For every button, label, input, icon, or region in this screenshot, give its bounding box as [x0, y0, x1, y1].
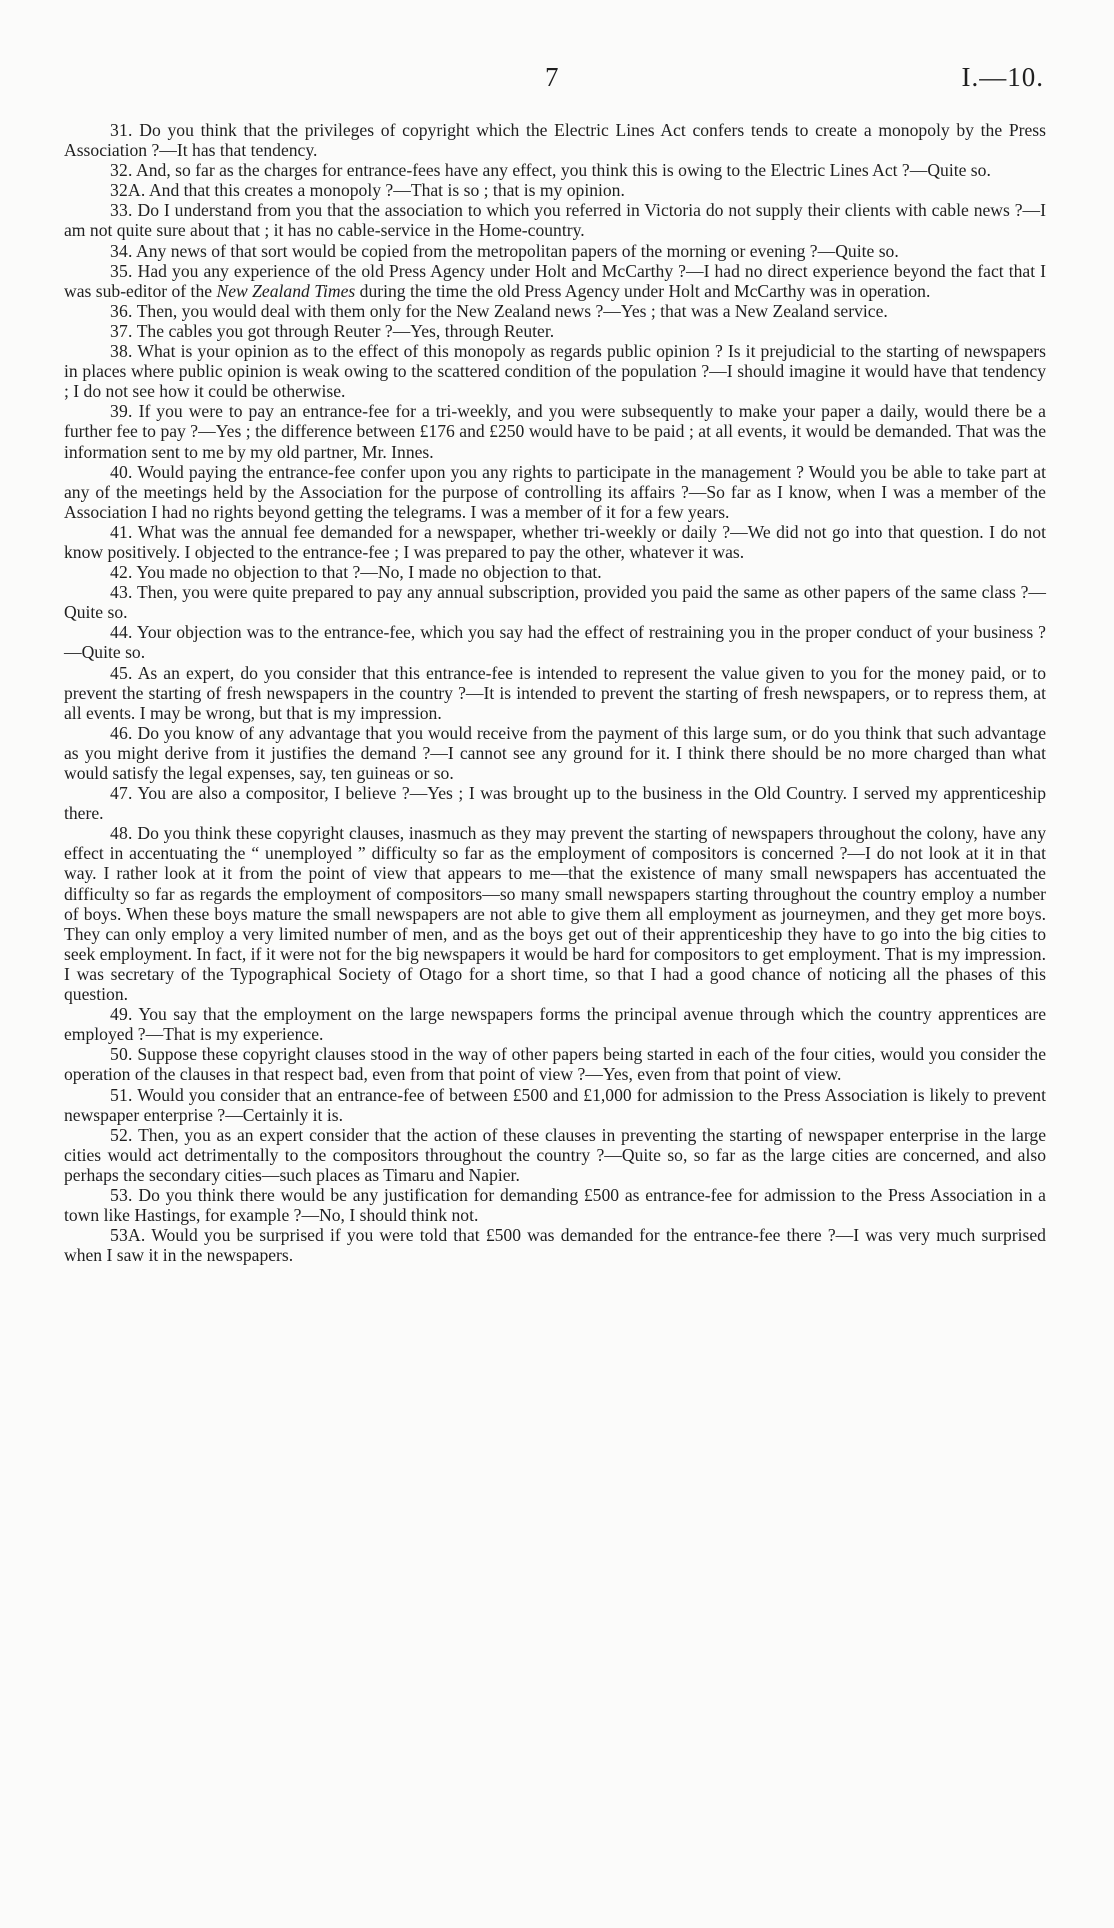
testimony-body [64, 120, 1046, 1265]
question-text: Would paying the entrance-fee confer upon you any rights to participate in the management ? Would you be able to take part at any of the meetings held by the Association for the purpose of controlling its affairs ?—So far as I know, when I was a member of the Association I had no rights beyond getting the telegrams. I was a member of it for a few years. [64, 461, 1046, 522]
question-paragraph [64, 1044, 1046, 1084]
page-header [0, 62, 1114, 102]
question-number: 51. [110, 1084, 133, 1105]
question-number: 35. [110, 260, 133, 281]
question-text: What was the annual fee demanded for a newspaper, whether tri-weekly or daily ?—We did not go into that question. I do not know positively. I objected to the entrance-fee ; I was prepared to pay the other, whatever it was. [64, 521, 1046, 562]
question-paragraph [64, 562, 1046, 582]
question-number: 32A. [110, 180, 146, 201]
page-number: 7 [545, 62, 560, 92]
question-text: And, so far as the charges for entrance-fees have any effect, you think this is owing to the Electric Lines Act ?—Quite so. [136, 160, 991, 181]
question-number: 40. [110, 461, 133, 482]
question-number: 49. [110, 1004, 133, 1025]
question-paragraph [64, 401, 1046, 461]
question-paragraph [64, 462, 1046, 522]
question-paragraph [64, 200, 1046, 240]
question-paragraph [64, 522, 1046, 562]
question-text: Then, you were quite prepared to pay any annual subscription, provided you paid the same as other papers of the same class ?—Quite so. [64, 582, 1046, 623]
question-number: 50. [110, 1044, 133, 1065]
question-text: You made no objection to that ?—No, I made no objection to that. [136, 562, 602, 583]
question-number: 46. [110, 722, 133, 743]
question-text: Then, you would deal with them only for the New Zealand news ?—Yes ; that was a New Zealand service. [136, 300, 888, 321]
question-number: 47. [110, 783, 133, 804]
question-number: 34. [110, 240, 133, 261]
question-paragraph [64, 241, 1046, 261]
question-paragraph [64, 1185, 1046, 1225]
question-paragraph [64, 1125, 1046, 1185]
question-number: 53A. [110, 1225, 146, 1246]
question-text: Your objection was to the entrance-fee, which you say had the effect of restraining you in the proper conduct of your business ?—Quite so. [64, 622, 1046, 663]
question-number: 42. [110, 562, 133, 583]
question-paragraph [64, 341, 1046, 401]
document-reference: I.—10. [961, 62, 1044, 92]
question-text: If you were to pay an entrance-fee for a tri-weekly, and you were subsequently to make your paper a daily, would there be a further fee to pay ?—Yes ; the difference between £176 and £250 would have to be paid ; at all events, it would be demanded. That was the information sent to me by my old partner, Mr. Innes. [64, 401, 1046, 462]
question-paragraph [64, 582, 1046, 622]
question-number: 48. [110, 823, 133, 844]
question-paragraph [64, 120, 1046, 160]
question-number: 39. [110, 401, 133, 422]
question-paragraph [64, 1085, 1046, 1125]
question-text: And that this creates a monopoly ?—That is so ; that is my opinion. [148, 180, 625, 201]
question-text: The cables you got through Reuter ?—Yes, through Reuter. [136, 320, 555, 341]
question-paragraph [64, 160, 1046, 180]
question-text: Do you know of any advantage that you would receive from the payment of this large sum, or do you think that such advantage as you might derive from it justifies the demand ?—I cannot see any ground for it. I think there should be no more charged than what would satisfy the legal expenses, say, ten guineas or so. [64, 722, 1047, 783]
question-text: Do you think there would be any justification for demanding £500 as entrance-fee for admission to the Press Association in a town like Hastings, for example ?—No, I should think not. [64, 1184, 1046, 1226]
question-text: Would you consider that an entrance-fee of between £500 and £1,000 for admission to the Press Association is likely to prevent newspaper enterprise ?—Certainly it is. [64, 1084, 1046, 1125]
question-text: You say that the employment on the large newspapers forms the principal avenue through which the country apprentices are employed ?—That is my experience. [64, 1004, 1047, 1045]
question-paragraph [64, 823, 1046, 1004]
question-text: Do you think that the privileges of copyright which the Electric Lines Act confers tends to create a monopoly by the Press Association ?—It has that tendency. [64, 120, 1046, 161]
question-paragraph [64, 622, 1046, 662]
question-text: Do I understand from you that the association to which you referred in Victoria do not supply their clients with cable news ?—I am not quite sure about that ; it has no cable-service in the Home-country. [64, 200, 1047, 241]
question-number: 36. [110, 300, 133, 321]
question-number: 41. [110, 521, 133, 542]
question-text: Had you any experience of the old Press Agency under Holt and McCarthy ?—I had no direct experience beyond the fact that I was sub-editor of the [64, 260, 1046, 301]
question-number: 31. [110, 120, 133, 140]
question-paragraph [64, 1004, 1046, 1044]
question-paragraph [64, 783, 1046, 823]
question-number: 33. [110, 200, 133, 221]
question-number: 52. [110, 1124, 133, 1145]
newspaper-title: New Zealand Times [216, 280, 356, 301]
question-paragraph [64, 663, 1046, 723]
question-paragraph [64, 180, 1046, 200]
question-number: 44. [110, 622, 133, 643]
question-number: 45. [110, 662, 133, 683]
question-number: 38. [110, 341, 133, 362]
question-text: As an expert, do you consider that this entrance-fee is intended to represent the value given to you for the money paid, or to prevent the starting of fresh newspapers in the country ?—It is intended to prevent the starting of fresh newspapers, or to repress them, at all events. I may be wrong, but that is my impression. [64, 662, 1046, 723]
question-text: You are also a compositor, I believe ?—Yes ; I was brought up to the business in the Old Country. I served my apprenticeship there. [64, 783, 1046, 824]
question-text: Do you think these copyright clauses, inasmuch as they may prevent the starting of newspapers throughout the colony, have any effect in accentuating the “ unemployed ” difficulty so far as the employment of compositors is concerned ?—I do not look at it in that way. I rather look at it from the point of view that appears to me—that the existence of many small newspapers has accentuated the difficulty so far as regards the employment of compositors—so many small newspapers starting throughout the country employ a number of boys. When these boys mature the small newspapers are not able to give them all employment as journeymen, and they get more boys. They can only employ a very limited number of men, and as the boys get out of their apprenticeship they have to go into the big cities to seek employment. In fact, if it were not for the big newspapers it would be hard for compositors to get employment. That is my impression. I was secretary of the Typographical Society of Otago for a short time, so that I had a good chance of noticing all the phases of this question. [64, 823, 1047, 1005]
question-text-continued: during the time the old Press Agency under Holt and McCarthy was in operation. [355, 280, 931, 301]
question-text: Suppose these copyright clauses stood in the way of other papers being started in each of the four cities, would you consider the operation of the clauses in that respect bad, even from that point of view ?—Yes, even from that point of view. [64, 1044, 1047, 1085]
question-paragraph [64, 301, 1046, 321]
question-text: Would you be surprised if you were told that £500 was demanded for the entrance-fee there ?—I was very much surprised when I saw it in the newspapers. [64, 1225, 1046, 1266]
question-number: 37. [110, 320, 133, 341]
question-paragraph [64, 321, 1046, 341]
question-number: 43. [110, 582, 133, 603]
question-number: 32. [110, 160, 133, 181]
question-paragraph [64, 261, 1046, 301]
question-paragraph [64, 1225, 1046, 1265]
question-text: Any news of that sort would be copied from the metropolitan papers of the morning or evening ?—Quite so. [136, 240, 899, 261]
question-number: 53. [110, 1184, 133, 1205]
question-paragraph [64, 723, 1046, 783]
question-text: Then, you as an expert consider that the action of these clauses in preventing the starting of newspaper enterprise in the large cities would act detrimentally to the compositors throughout the country ?—Quite so, so far as the large cities are concerned, and also perhaps the secondary cities—such places as Timaru and Napier. [64, 1124, 1046, 1185]
question-text: What is your opinion as to the effect of this monopoly as regards public opinion ? Is it prejudicial to the starting of newspapers in places where public opinion is weak owing to the scattered condition of the population ?—I should imagine it would have that tendency ; I do not see how it could be otherwise. [64, 341, 1046, 402]
